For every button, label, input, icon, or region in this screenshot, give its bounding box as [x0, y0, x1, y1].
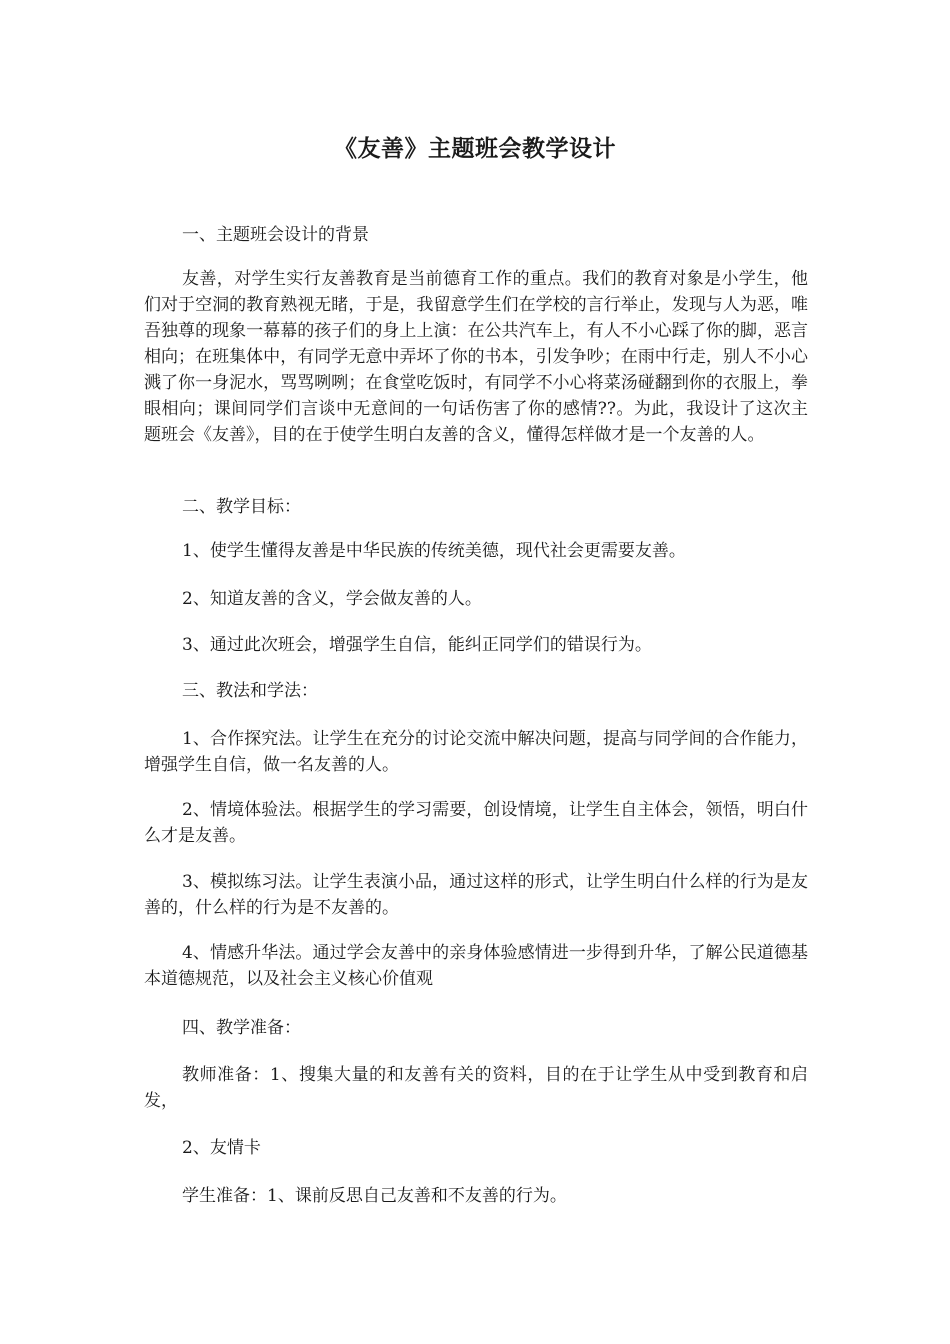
heading-objectives: 二、教学目标： — [182, 497, 301, 517]
method-item-4: 4、情感升华法。通过学会友善中的亲身体验感情进一步得到升华，了解公民道德基本道德规范，以及社会主义核心价值观 — [144, 943, 808, 989]
student-preparation: 学生准备：1、课前反思自己友善和不友善的行为。 — [182, 1186, 567, 1206]
heading-background: 一、主题班会设计的背景 — [182, 225, 369, 245]
document-title: 《友善》主题班会教学设计 — [334, 136, 616, 162]
heading-methods: 三、教法和学法： — [182, 681, 318, 701]
method-item-3: 3、模拟练习法。让学生表演小品，通过这样的形式，让学生明白什么样的行为是友善的，什么样的行为是不友善的。 — [144, 872, 808, 918]
heading-preparation: 四、教学准备： — [182, 1018, 301, 1038]
method-item-1: 1、合作探究法。让学生在充分的讨论交流中解决问题，提高与同学间的合作能力，增强学生自信，做一名友善的人。 — [144, 729, 808, 775]
objective-item-2: 2、知道友善的含义，学会做友善的人。 — [182, 589, 482, 609]
objective-item-3: 3、通过此次班会，增强学生自信，能纠正同学们的错误行为。 — [182, 635, 652, 655]
paragraph-background: 友善，对学生实行友善教育是当前德育工作的重点。我们的教育对象是小学生，他们对于空洞的教育熟视无睹，于是，我留意学生们在学校的言行举止，发现与人为恶，唯吾独尊的现象一幕幕的孩子们的身上上演：在公共汽车上，有人不小心踩了你的脚，恶言相向；在班集体中，有同学无意中弄坏了你的书本，引发争吵；在雨中行走，别人不小心溅了你一身泥水，骂骂咧咧；在食堂吃饭时，有同学不小心将菜汤碰翻到你的衣服上，拳眼相向；课间同学们言谈中无意间的一句话伤害了你的感情??。为此，我设计了这次主题班会《友善》，目的在于使学生明白友善的含义，懂得怎样做才是一个友善的人。 — [144, 269, 808, 445]
teacher-preparation: 教师准备：1、搜集大量的和友善有关的资料，目的在于让学生从中受到教育和启发， — [144, 1065, 808, 1111]
objective-item-1: 1、使学生懂得友善是中华民族的传统美德，现代社会更需要友善。 — [182, 541, 686, 561]
teacher-preparation-item-2: 2、友情卡 — [182, 1138, 261, 1158]
method-item-2: 2、情境体验法。根据学生的学习需要，创设情境，让学生自主体会，领悟，明白什么才是友善。 — [144, 800, 808, 846]
